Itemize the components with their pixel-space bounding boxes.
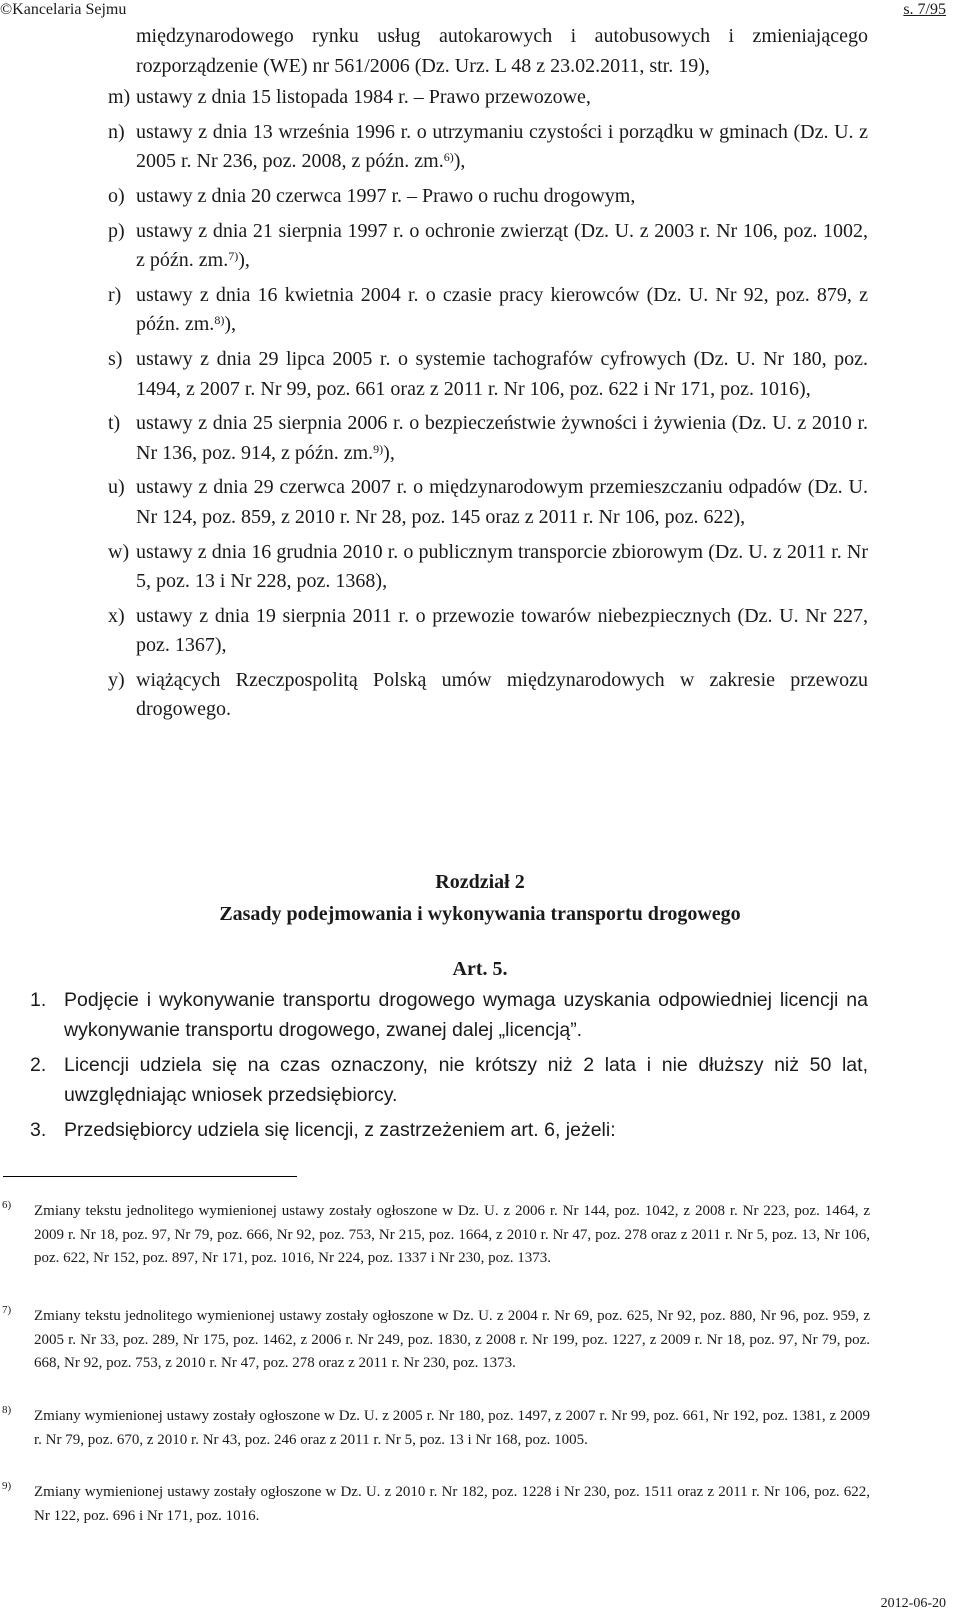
list-item-text: ustawy z dnia 21 sierpnia 1997 r. o ochronie zwierząt (Dz. U. z 2003 r. Nr 106, poz. 1002, z późn. zm. [136, 219, 868, 272]
list-item-text: ustawy z dnia 16 grudnia 2010 r. o publicznym transporcie zbiorowym (Dz. U. z 2011 r. Nr 5, poz. 13 i Nr 228, poz. 1368), [136, 540, 868, 593]
list-item-label: w) [108, 540, 130, 563]
list-item-text: ustawy z dnia 19 sierpnia 2011 r. o przewozie towarów niebezpiecznych (Dz. U. Nr 227, poz. 1367), [136, 604, 868, 657]
paragraph-text: Podjęcie i wykonywanie transportu drogowego wymaga uzyskania odpowiedniej licencji na wykonywanie transportu drogowego, zwanej dalej „licencją”. [64, 989, 868, 1041]
list-item-text: międzynarodowego rynku usług autokarowych i autobusowych i zmieniającego rozporządzenie (WE) nr 561/2006 (Dz. Urz. L 48 z 23.02.2011, str. 19), [136, 25, 868, 77]
footnote-text: Zmiany wymienionej ustawy zostały ogłoszone w Dz. U. z 2005 r. Nr 180, poz. 1497, z 2007 r. Nr 99, poz. 661, Nr 192, poz. 1381, z 2009 r. Nr 79, poz. 670, z 2010 r. Nr 43, poz. 246 oraz z 2011 r. Nr 5, poz. 13 i Nr 168, poz. 1005. [34, 1408, 870, 1448]
list-item-label: s) [108, 347, 123, 370]
list-item-tail: ), [453, 150, 466, 173]
list-item-text: ustawy z dnia 29 czerwca 2007 r. o międzynarodowym przemieszczaniu odpadów (Dz. U. Nr 124, poz. 859, z 2010 r. Nr 28, poz. 145 oraz z 2011 r. Nr 106, poz. 622), [136, 476, 868, 528]
article-heading: Art. 5. [452, 958, 508, 980]
list-item-label: u) [108, 476, 125, 499]
footnote [0, 1405, 870, 1452]
document-date: 2012-06-20 [880, 1596, 946, 1611]
footnote-ref: 6) [443, 150, 454, 165]
list-item [108, 602, 868, 661]
paragraph-text: Przedsiębiorcy udziela się licencji, z zastrzeżeniem art. 6, jeżeli: [64, 1119, 616, 1141]
list-item-label: t) [108, 412, 121, 435]
list-item-tail: ), [383, 441, 395, 464]
footnote-text: Zmiany wymienionej ustawy zostały ogłoszone w Dz. U. z 2010 r. Nr 182, poz. 1228 i Nr 230, poz. 1511 oraz z 2011 r. Nr 106, poz. 622, Nr 122, poz. 696 i Nr 171, poz. 1016. [34, 1484, 870, 1524]
footnote-text: Zmiany tekstu jednolitego wymienionej ustawy zostały ogłoszone w Dz. U. z 2006 r. Nr 144, poz. 1042, z 2008 r. Nr 223, poz. 1464, z 2009 r. Nr 18, poz. 97, Nr 79, poz. 666, Nr 92, poz. 753, Nr 215, poz. 1664, z 2010 r. Nr 47, poz. 278 oraz z 2011 r. Nr 5, poz. 13, Nr 106, poz. 622, Nr 152, poz. 897, Nr 171, poz. 1016, Nr 224, poz. 1337 i Nr 230, poz. 1373. [34, 1203, 870, 1266]
list-item-text: ustawy z dnia 29 lipca 2005 r. o systemie tachografów cyfrowych (Dz. U. Nr 180, poz. 1494, z 2007 r. Nr 99, poz. 661 oraz z 2011 r. Nr 106, poz. 622 i Nr 171, poz. 1016), [136, 347, 868, 400]
footnote [0, 1200, 870, 1271]
page-header-left: ©Kancelaria Sejmu [0, 1, 127, 18]
list-item-text: wiążących Rzeczpospolitą Polską umów międzynarodowych w zakresie przewozu drogowego. [136, 668, 868, 721]
footnote-number: 6) [2, 1199, 12, 1211]
list-item-label: x) [108, 604, 125, 627]
page-number: s. 7/95 [903, 1, 946, 18]
list-item [108, 83, 868, 113]
list-item [108, 281, 868, 340]
chapter-title: Zasady podejmowania i wykonywania transportu drogowego [219, 903, 741, 925]
list-item-label: r) [108, 283, 122, 306]
list-item-label: n) [108, 120, 125, 143]
article-paragraph [30, 986, 868, 1045]
list-item-text: ustawy z dnia 20 czerwca 1997 r. – Prawo o ruchu drogowym, [136, 184, 636, 207]
list-item-text: ustawy z dnia 16 kwietnia 2004 r. o czasie pracy kierowców (Dz. U. Nr 92, poz. 879, z późn. zm. [136, 283, 868, 336]
footnote-text: Zmiany tekstu jednolitego wymienionej ustawy zostały ogłoszone w Dz. U. z 2004 r. Nr 69, poz. 625, Nr 92, poz. 880, Nr 96, poz. 959, z 2005 r. Nr 33, poz. 289, Nr 175, poz. 1462, z 2006 r. Nr 249, poz. 1830, z 2008 r. Nr 199, poz. 1227, z 2009 r. Nr 18, poz. 97, Nr 79, poz. 668, Nr 92, poz. 753, z 2010 r. Nr 47, poz. 278 oraz z 2011 r. Nr 230, poz. 1373. [34, 1308, 870, 1371]
paragraph-number: 2. [30, 1054, 47, 1076]
list-item [108, 538, 868, 597]
article-paragraph [30, 1051, 868, 1110]
amended-acts-list [108, 22, 868, 730]
list-item-label: m) [108, 86, 131, 109]
list-item-text: ustawy z dnia 15 listopada 1984 r. – Prawo przewozowe, [136, 86, 591, 109]
footnote-number: 8) [2, 1404, 12, 1416]
footnote [0, 1481, 870, 1528]
footnote-number: 7) [2, 1304, 12, 1316]
list-item-tail: ), [238, 249, 250, 272]
article-paragraph [30, 1116, 868, 1146]
footnote-ref: 7) [228, 249, 239, 264]
paragraph-number: 3. [30, 1119, 47, 1141]
list-item-label: p) [108, 219, 125, 242]
list-item [108, 409, 868, 468]
footnote-number: 9) [2, 1480, 12, 1492]
footnote [0, 1305, 870, 1376]
list-item-label: y) [108, 668, 125, 691]
list-item [108, 118, 868, 177]
list-item [108, 182, 868, 212]
footnote-separator [3, 1176, 297, 1177]
list-item [108, 22, 868, 81]
list-item [108, 666, 868, 725]
paragraph-number: 1. [30, 989, 47, 1011]
paragraph-text: Licencji udziela się na czas oznaczony, nie krótszy niż 2 lata i nie dłuższy niż 50 lat, uwzględniając wniosek przedsiębiorcy. [64, 1054, 868, 1106]
list-item-text: ustawy z dnia 13 września 1996 r. o utrzymaniu czystości i porządku w gminach (Dz. U. z 2005 r. Nr 236, poz. 2008, z późn. zm. [136, 120, 868, 173]
list-item-tail: ), [224, 313, 236, 336]
list-item-text: ustawy z dnia 25 sierpnia 2006 r. o bezpieczeństwie żywności i żywienia (Dz. U. z 2010 r. Nr 136, poz. 914, z późn. zm. [136, 412, 868, 464]
chapter-number: Rozdział 2 [435, 871, 525, 893]
footnote-ref: 8) [214, 313, 225, 328]
footnote-ref: 9) [373, 441, 384, 456]
list-item [108, 217, 868, 276]
list-item-label: o) [108, 184, 125, 207]
list-item [108, 345, 868, 404]
list-item [108, 473, 868, 532]
